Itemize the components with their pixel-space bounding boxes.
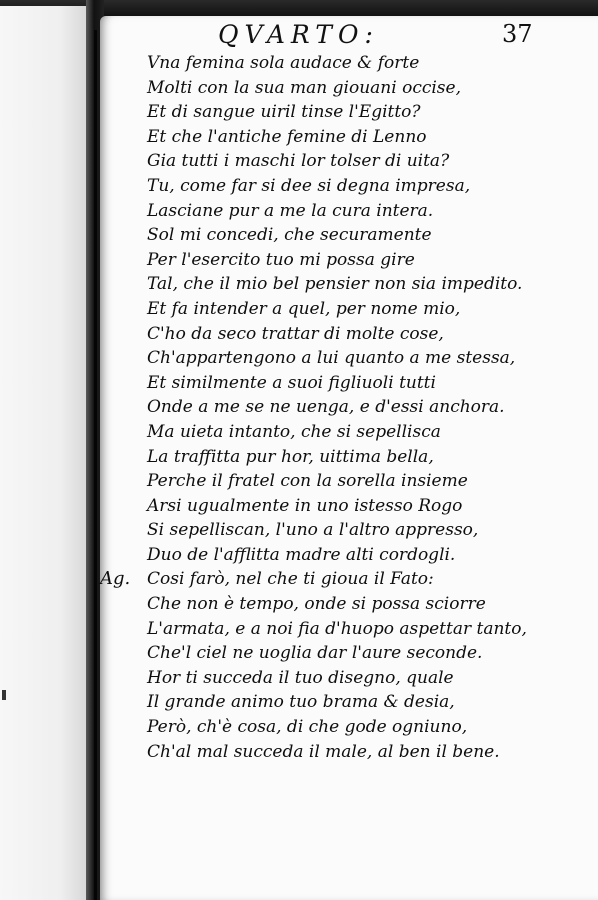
verse-line-text: Lasciane pur a me la cura intera. — [147, 200, 434, 221]
verse-line-text: Onde a me se ne uenga, e d'essi anchora. — [147, 397, 505, 418]
verse-line — [100, 395, 598, 420]
verse-line-text: Sol mi concedi, che securamente — [147, 225, 432, 246]
verse-line-text: Che'l ciel ne uoglia dar l'aure seconde. — [147, 643, 483, 664]
verse-line — [100, 149, 598, 174]
verse-line — [100, 272, 598, 297]
verse-line — [100, 445, 598, 470]
verse-line-text: Molti con la sua man giouani occise, — [147, 77, 461, 98]
verse-line — [100, 666, 598, 691]
verse-line-text: Ch'al mal succeda il male, al ben il bene. — [147, 741, 500, 762]
verse-text — [100, 51, 598, 764]
verse-line-text: Et che l'antiche femine di Lenno — [147, 126, 427, 147]
verse-line-text: Si sepelliscan, l'uno a l'altro appresso, — [147, 520, 479, 541]
facing-page — [0, 6, 86, 900]
verse-line — [100, 125, 598, 150]
verse-line-text: Hor ti succeda il tuo disegno, quale — [147, 667, 454, 688]
verse-line-text: Arsi ugualmente in uno istesso Rogo — [147, 495, 463, 516]
verse-line — [100, 740, 598, 765]
verse-line — [100, 371, 598, 396]
verse-line-text: Et fa intender a quel, per nome mio, — [147, 298, 461, 319]
verse-line-text: Duo de l'afflitta madre alti cordogli. — [147, 544, 456, 565]
verse-line-text: Et similmente a suoi figliuoli tutti — [147, 372, 436, 393]
verse-line-text: Però, ch'è cosa, di che gode ogniuno, — [147, 717, 468, 738]
verse-line-text: Gia tutti i maschi lor tolser di uita? — [147, 151, 450, 172]
verse-line — [100, 223, 598, 248]
verse-line — [100, 100, 598, 125]
verse-line — [100, 543, 598, 568]
verse-line — [100, 297, 598, 322]
verse-line-text: Et di sangue uiril tinse l'Egitto? — [147, 102, 421, 123]
verse-line-text: Tu, come far si dee si degna impresa, — [147, 175, 471, 196]
page-number: 37 — [502, 20, 533, 48]
verse-line — [100, 174, 598, 199]
verse-line — [100, 346, 598, 371]
verse-line — [100, 494, 598, 519]
verse-line — [100, 617, 598, 642]
verse-line — [100, 518, 598, 543]
verse-line — [100, 690, 598, 715]
verse-line — [100, 322, 598, 347]
verse-line — [100, 715, 598, 740]
verse-line-text: Vna femina sola audace & forte — [147, 53, 420, 73]
verse-line — [100, 199, 598, 224]
verse-line-text: Che non è tempo, onde si possa sciorre — [147, 594, 486, 615]
verse-line — [100, 76, 598, 101]
verse-line-text: Perche il fratel con la sorella insieme — [147, 471, 468, 492]
speaker-label: Ag. — [100, 568, 131, 590]
gutter-shadow — [94, 30, 97, 900]
verse-line-text: Tal, che il mio bel pensier non sia impedito. — [147, 274, 523, 295]
verse-line — [100, 51, 598, 76]
verse-line-text: Ma uieta intanto, che si sepellisca — [147, 421, 441, 442]
verse-line-text: Per l'esercito tuo mi possa gire — [147, 249, 415, 270]
running-head: QVARTO: — [218, 20, 379, 49]
verse-line — [100, 567, 598, 592]
page-header — [100, 20, 598, 54]
verse-line-text: La traffitta pur hor, uittima bella, — [147, 446, 434, 467]
verse-line — [100, 641, 598, 666]
verse-line — [100, 248, 598, 273]
facing-page-mark — [2, 690, 6, 700]
verse-line — [100, 420, 598, 445]
verse-line-text: C'ho da seco trattar di molte cose, — [147, 323, 444, 344]
verse-line-text: Ch'appartengono a lui quanto a me stessa, — [147, 348, 516, 369]
verse-line-text: Cosi farò, nel che ti gioua il Fato: — [147, 569, 434, 590]
verse-line — [100, 592, 598, 617]
verse-line — [100, 469, 598, 494]
verse-line-text: Il grande animo tuo brama & desia, — [147, 692, 455, 713]
verse-line-text: L'armata, e a noi fia d'huopo aspettar tanto, — [147, 618, 527, 639]
